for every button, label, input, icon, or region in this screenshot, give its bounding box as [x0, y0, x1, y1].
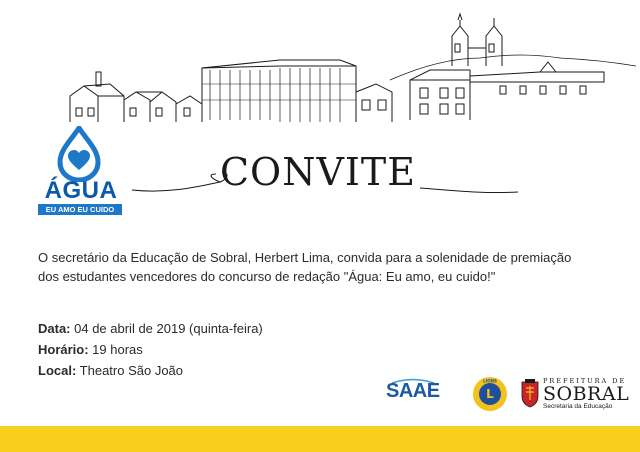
invitation-title: CONVITE	[219, 150, 417, 194]
saae-logo	[384, 378, 454, 412]
city-skyline-illustration	[0, 0, 640, 140]
sobral-wordmark: SOBRAL	[543, 383, 630, 405]
place-value: Theatro São João	[76, 363, 184, 378]
invitation-text	[38, 248, 618, 286]
svg-text:L: L	[486, 387, 494, 401]
event-details	[38, 318, 263, 381]
time-label: Horário:	[38, 342, 89, 357]
city-crest-icon	[520, 378, 540, 408]
secretaria-label: Secretaria da Educação	[543, 403, 613, 410]
prefeitura-sobral-logo	[520, 376, 640, 414]
date-label: Data:	[38, 321, 71, 336]
time-row	[38, 339, 263, 360]
lions-club-emblem-icon	[472, 376, 508, 412]
bottom-color-bar	[0, 426, 640, 452]
saae-wordmark: SAAE	[386, 380, 440, 402]
svg-text:LIONS: LIONS	[483, 378, 497, 384]
place-row	[38, 360, 263, 381]
agua-campaign-logo	[36, 126, 126, 216]
prefeitura-label: PREFEITURA DE	[543, 377, 627, 385]
date-row	[38, 318, 263, 339]
sponsor-logos	[384, 376, 640, 414]
water-drop-heart-icon	[54, 126, 104, 182]
time-value: 19 horas	[88, 342, 143, 357]
invitation-text-line-2: dos estudantes vencedores do concurso de redação "Água: Eu amo, eu cuido!"	[38, 269, 496, 284]
logo-word: ÁGUA	[44, 177, 118, 204]
invitation-text-line-1: O secretário da Educação de Sobral, Herbert Lima, convida para a solenidade de premiação	[38, 250, 572, 265]
place-label: Local:	[38, 363, 77, 378]
date-value: 04 de abril de 2019 (quinta-feira)	[70, 321, 263, 336]
logo-tagline: EU AMO EU CUIDO	[38, 204, 122, 215]
